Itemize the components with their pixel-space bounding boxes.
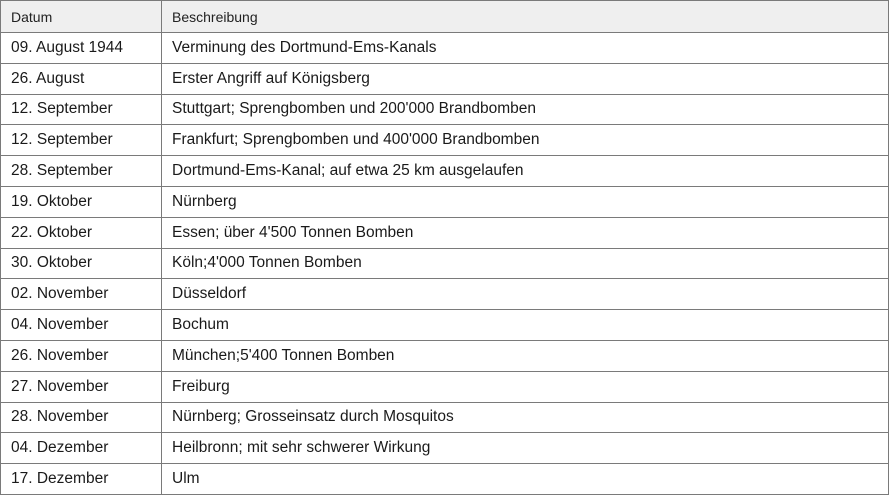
- date-cell: 04. November: [1, 310, 162, 341]
- description-cell: Essen; über 4'500 Tonnen Bomben: [162, 217, 889, 248]
- column-header-datum: Datum: [1, 1, 162, 33]
- table-row: [1, 33, 889, 64]
- table-row: [1, 248, 889, 279]
- description-cell: Nürnberg; Grosseinsatz durch Mosquitos: [162, 402, 889, 433]
- description-cell: Heilbronn; mit sehr schwerer Wirkung: [162, 433, 889, 464]
- date-cell: 12. September: [1, 125, 162, 156]
- table-row: [1, 125, 889, 156]
- table-row: [1, 340, 889, 371]
- table-header-row: [1, 1, 889, 33]
- description-cell: Verminung des Dortmund-Ems-Kanals: [162, 33, 889, 64]
- table-row: [1, 63, 889, 94]
- description-cell: Köln;4'000 Tonnen Bomben: [162, 248, 889, 279]
- date-cell: 26. November: [1, 340, 162, 371]
- date-cell: 28. November: [1, 402, 162, 433]
- date-cell: 09. August 1944: [1, 33, 162, 64]
- description-cell: Freiburg: [162, 371, 889, 402]
- column-header-beschreibung: Beschreibung: [162, 1, 889, 33]
- table-row: [1, 94, 889, 125]
- date-cell: 02. November: [1, 279, 162, 310]
- table-row: [1, 156, 889, 187]
- table-row: [1, 433, 889, 464]
- table-row: [1, 279, 889, 310]
- date-cell: 17. Dezember: [1, 464, 162, 495]
- description-cell: Nürnberg: [162, 186, 889, 217]
- table-row: [1, 217, 889, 248]
- description-cell: Stuttgart; Sprengbomben und 200'000 Brandbomben: [162, 94, 889, 125]
- table-row: [1, 310, 889, 341]
- date-cell: 26. August: [1, 63, 162, 94]
- description-cell: Ulm: [162, 464, 889, 495]
- date-cell: 27. November: [1, 371, 162, 402]
- description-cell: Erster Angriff auf Königsberg: [162, 63, 889, 94]
- date-cell: 12. September: [1, 94, 162, 125]
- date-cell: 19. Oktober: [1, 186, 162, 217]
- date-cell: 22. Oktober: [1, 217, 162, 248]
- description-cell: Dortmund-Ems-Kanal; auf etwa 25 km ausgelaufen: [162, 156, 889, 187]
- table-row: [1, 464, 889, 495]
- date-cell: 04. Dezember: [1, 433, 162, 464]
- description-cell: Bochum: [162, 310, 889, 341]
- table-body: [1, 33, 889, 495]
- description-cell: München;5'400 Tonnen Bomben: [162, 340, 889, 371]
- table-row: [1, 402, 889, 433]
- table-row: [1, 371, 889, 402]
- description-cell: Frankfurt; Sprengbomben und 400'000 Brandbomben: [162, 125, 889, 156]
- table-row: [1, 186, 889, 217]
- description-cell: Düsseldorf: [162, 279, 889, 310]
- date-cell: 30. Oktober: [1, 248, 162, 279]
- date-cell: 28. September: [1, 156, 162, 187]
